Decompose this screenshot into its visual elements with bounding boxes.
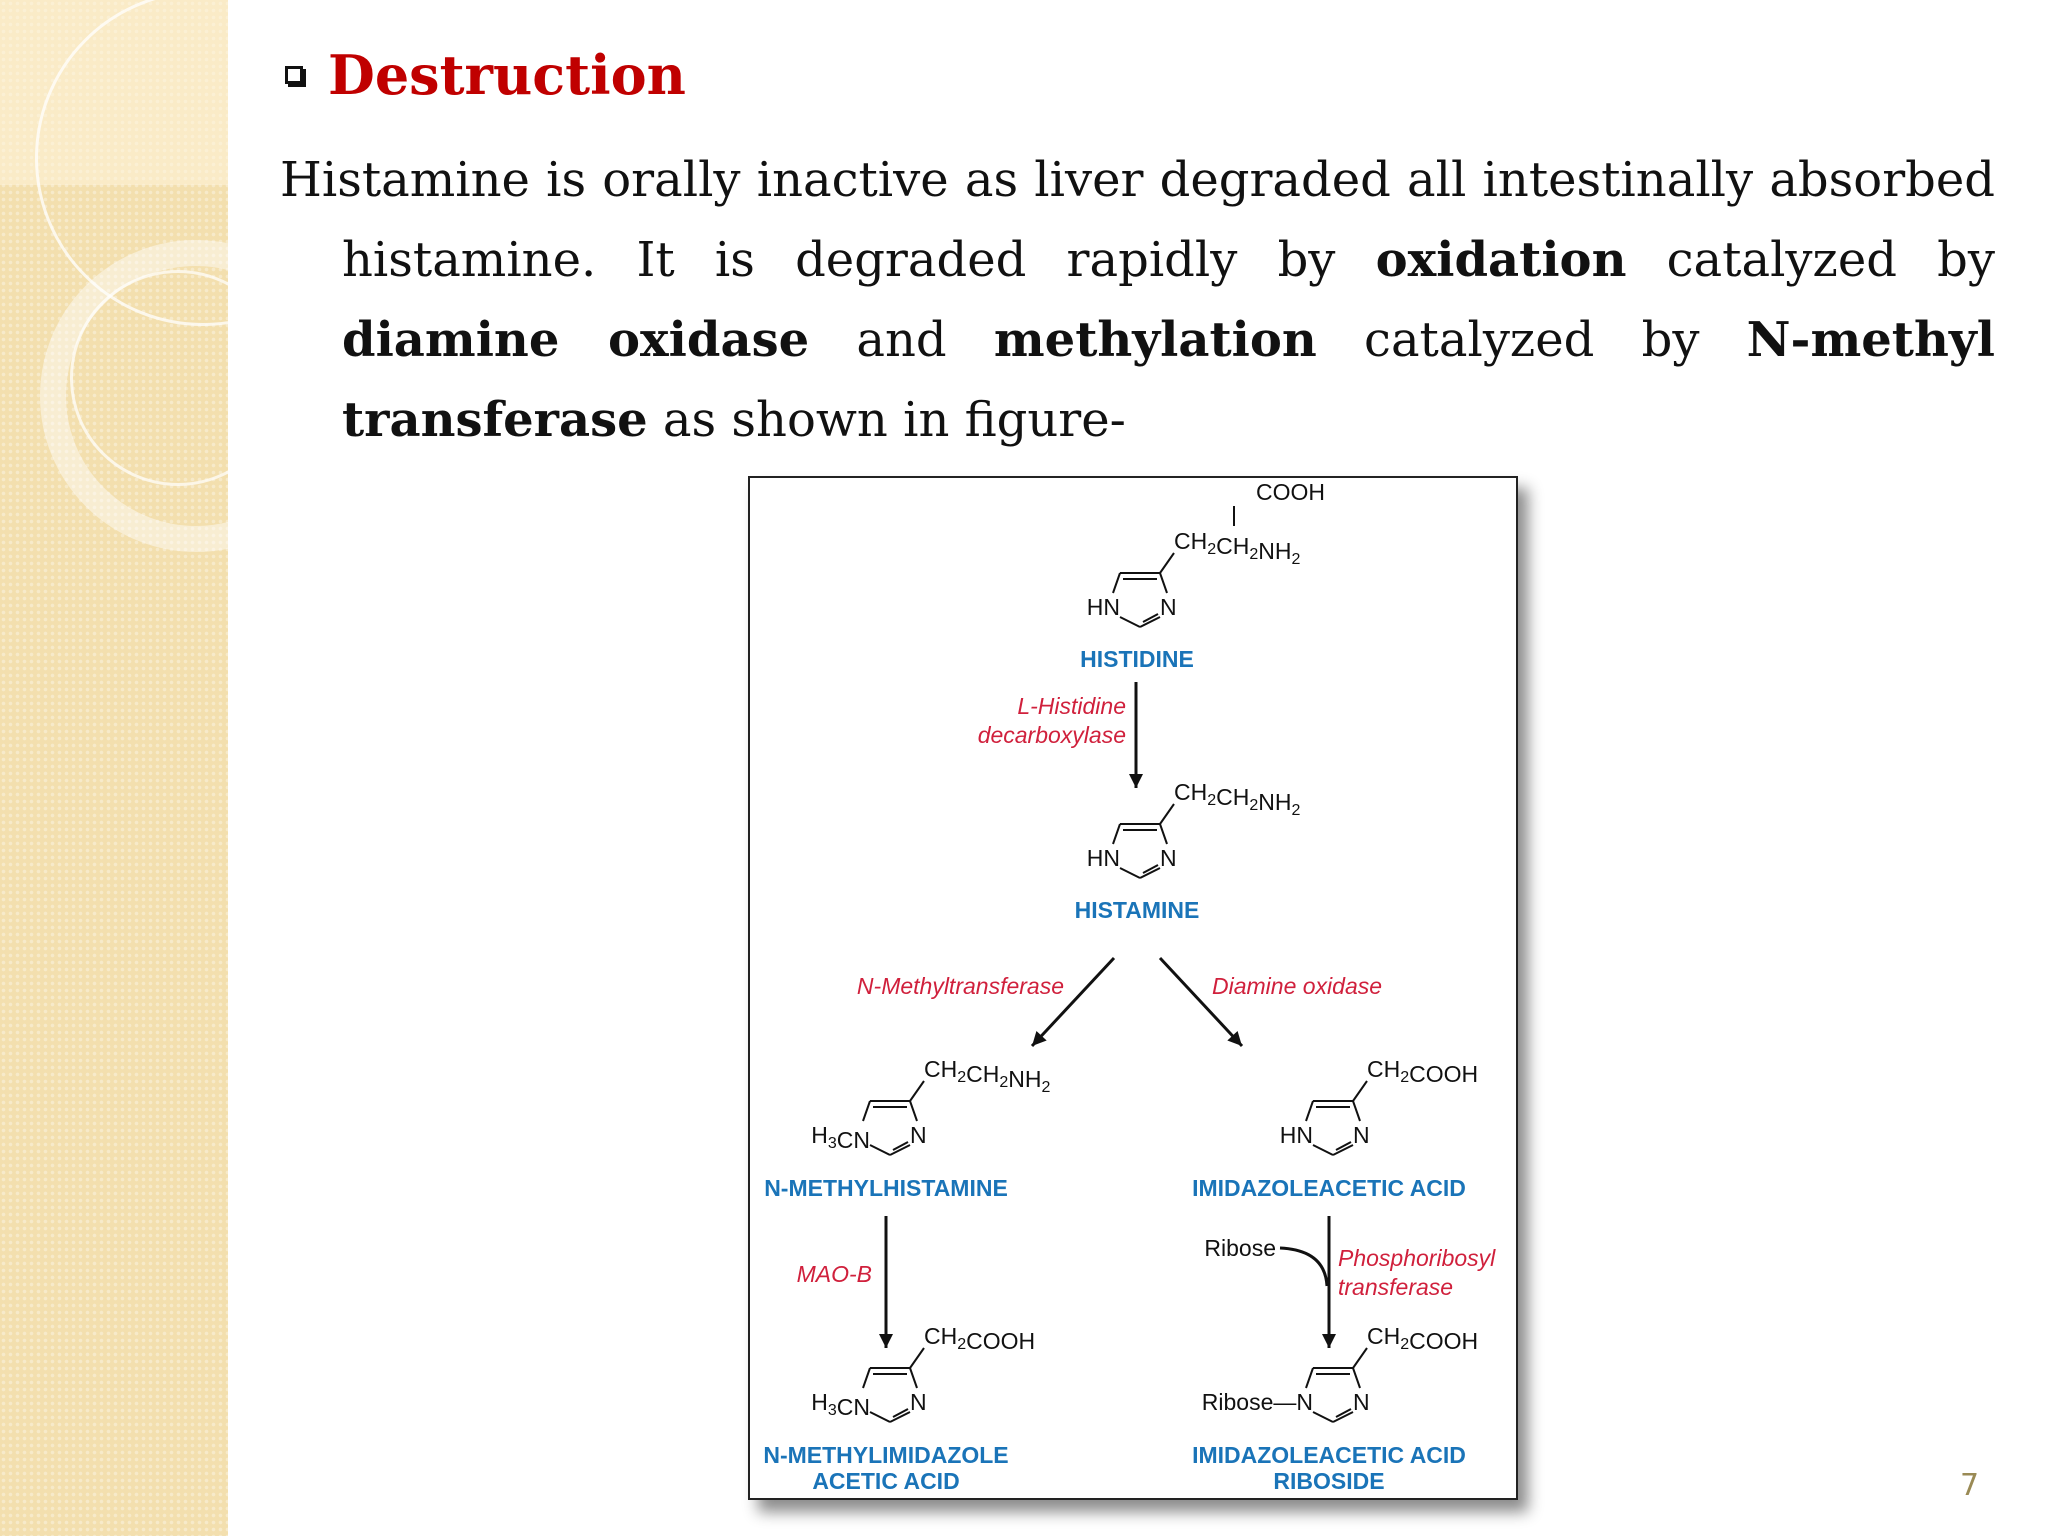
paragraph-bold-term: N-methyl transferase: [342, 312, 1995, 448]
side-chain-label: $CH_2COOH$: [924, 1323, 1036, 1354]
ring-atom-label: N: [1353, 1389, 1370, 1415]
paragraph-text: as shown in figure-: [647, 392, 1126, 448]
enzyme-label: decarboxylase: [977, 722, 1126, 748]
compound-name-imidazoleacetic-acid: IMIDAZOLEACETIC ACID: [1192, 1175, 1466, 1201]
enzyme-label: Phosphoribosyl: [1338, 1245, 1496, 1271]
paragraph-bold-term: oxidation: [1375, 232, 1627, 288]
section-title: Destruction: [328, 43, 686, 107]
ribose-curve-arrow: [1280, 1248, 1327, 1286]
ring-atom-label: N: [1160, 845, 1177, 871]
paragraph-text: catalyzed by: [1316, 312, 1747, 368]
side-chain-bond: [910, 1348, 924, 1368]
arrow-head-icon: [1129, 774, 1143, 788]
hollow-square-bullet-icon: [285, 66, 303, 84]
ribose-label: Ribose: [1204, 1235, 1276, 1261]
enzyme-label: Diamine oxidase: [1212, 973, 1383, 999]
paragraph-bold-term: methylation: [993, 312, 1317, 368]
side-chain-label: $CH_2CH_2NH_2$: [1174, 528, 1301, 568]
compound-name-n-methylimidazole-acetic-acid: N-METHYLIMIDAZOLE: [763, 1442, 1009, 1468]
histamine-metabolism-figure: [748, 476, 1518, 1500]
compound-name-imidazoleacetic-acid-riboside: RIBOSIDE: [1273, 1468, 1385, 1494]
ring-atom-label: $H_3CN$: [811, 1122, 870, 1153]
compound-name-histidine: HISTIDINE: [1080, 646, 1194, 672]
ring-bond: [1113, 824, 1120, 844]
paragraph-text: and: [809, 312, 994, 368]
ring-bond: [1120, 617, 1140, 627]
ring-bond: [910, 1101, 917, 1121]
side-chain-bond: [1160, 553, 1174, 573]
side-chain-bond: [1353, 1081, 1367, 1101]
ring-atom-label: HN: [1279, 1122, 1313, 1148]
ring-bond: [1353, 1368, 1360, 1388]
ring-bond: [1313, 1412, 1333, 1422]
paragraph-text: catalyzed by: [1626, 232, 1995, 288]
side-chain-label: $CH_2CH_2NH_2$: [924, 1056, 1051, 1096]
ring-atom-label: N: [1160, 594, 1177, 620]
arrow-head-icon: [879, 1334, 893, 1348]
enzyme-label: transferase: [1338, 1274, 1454, 1300]
reaction-arrow: [1160, 958, 1242, 1046]
side-chain-bond: [910, 1081, 924, 1101]
ring-atom-label: HN: [1086, 845, 1120, 871]
ring-bond: [910, 1368, 917, 1388]
ring-bond: [1353, 1101, 1360, 1121]
enzyme-label: MAO-B: [796, 1261, 872, 1287]
ring-bond: [863, 1101, 870, 1121]
ring-bond: [870, 1145, 890, 1155]
ring-atom-label: Ribose—N: [1201, 1389, 1313, 1415]
side-chain-label: $CH_2CH_2NH_2$: [1174, 779, 1301, 819]
compound-name-histamine: HISTAMINE: [1074, 897, 1200, 923]
enzyme-label: L-Histidine: [1017, 693, 1126, 719]
side-chain-label: $CH_2COOH$: [1367, 1056, 1479, 1087]
ring-bond: [1160, 573, 1167, 593]
ring-atom-label: $H_3CN$: [811, 1389, 870, 1420]
section-heading: [285, 45, 686, 105]
ring-atom-label: N: [910, 1389, 927, 1415]
ring-bond: [1160, 824, 1167, 844]
body-paragraph: [280, 140, 1995, 460]
ring-atom-label: N: [1353, 1122, 1370, 1148]
ring-bond: [1313, 1145, 1333, 1155]
enzyme-label: N-Methyltransferase: [856, 973, 1064, 999]
ring-atom-label: HN: [1086, 594, 1120, 620]
side-chain-bond: [1353, 1348, 1367, 1368]
compound-name-n-methylimidazole-acetic-acid: ACETIC ACID: [812, 1468, 960, 1494]
page-number: 7: [1960, 1468, 1980, 1503]
compound-name-n-methylhistamine: N-METHYLHISTAMINE: [764, 1175, 1008, 1201]
decorative-sidebar: [0, 0, 228, 1536]
ring-bond: [1120, 868, 1140, 878]
compound-name-imidazoleacetic-acid-riboside: IMIDAZOLEACETIC ACID: [1192, 1442, 1466, 1468]
pathway-diagram: [750, 478, 1516, 1498]
ring-bond: [863, 1368, 870, 1388]
ring-bond: [870, 1412, 890, 1422]
arrow-head-icon: [1322, 1334, 1336, 1348]
carboxyl-group-label: COOH: [1256, 479, 1325, 505]
ring-atom-label: N: [910, 1122, 927, 1148]
ring-bond: [1306, 1101, 1313, 1121]
paragraph-bold-term: diamine oxidase: [342, 312, 810, 368]
paragraph-text: Histamine is orally inactive as liver degraded all intestinally absorbed histamine. It is degraded rapidly by: [280, 152, 1995, 288]
side-chain-label: $CH_2COOH$: [1367, 1323, 1479, 1354]
ring-bond: [1113, 573, 1120, 593]
ring-bond: [1306, 1368, 1313, 1388]
reaction-arrow: [1032, 958, 1114, 1046]
side-chain-bond: [1160, 804, 1174, 824]
